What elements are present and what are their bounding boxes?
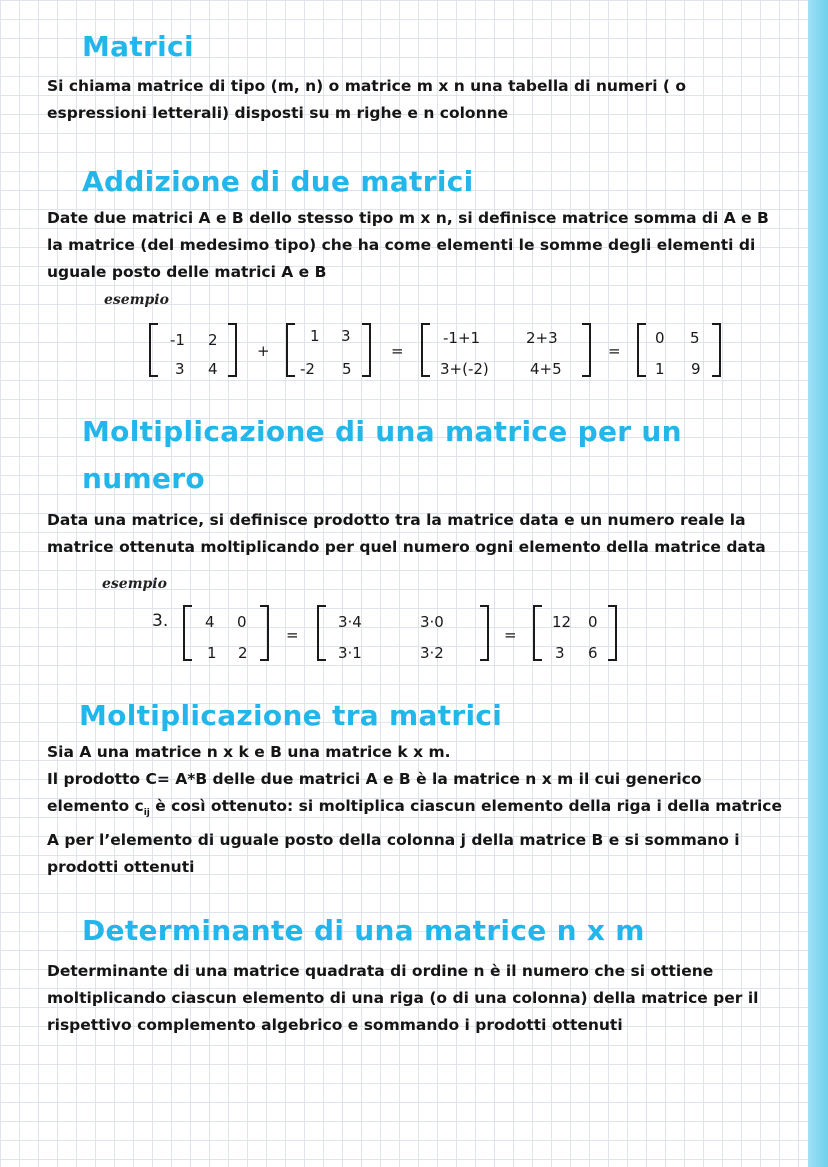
m4-a11: 0 (655, 329, 665, 347)
equals-sign: = (504, 626, 517, 644)
m4-a12: 5 (690, 329, 700, 347)
m2-a11: 3·4 (338, 613, 362, 631)
paragraph-moltiplicazione-matrici-line1: Sia A una matrice n x k e B una matrice k x m. (47, 743, 451, 761)
m2-a12: 3·0 (420, 613, 444, 631)
example-label-addizione: esempio (104, 292, 169, 308)
m3-a12: 2+3 (526, 329, 558, 347)
heading-matrici: Matrici (82, 30, 194, 63)
m1-a12: 2 (208, 331, 218, 349)
m2-a21: 3·1 (338, 644, 362, 662)
bracket (712, 324, 720, 376)
equals-sign: = (286, 626, 299, 644)
m3-a21: 3 (555, 644, 565, 662)
bracket (260, 606, 268, 660)
m2-a22: 5 (342, 360, 352, 378)
paragraph-determinante: Determinante di una matrice quadrata di ordine n è il numero che si ottiene moltiplicando ciascun elemento di una riga (o di una colonna) della matrice per il rispettivo complemento algebrico e sommando i prodotti ottenuti (47, 962, 759, 1034)
m1-a22: 4 (208, 360, 218, 378)
bracket (150, 324, 158, 376)
m1-a11: 4 (205, 613, 215, 631)
m2-a11: 1 (310, 327, 320, 345)
bracket (638, 324, 646, 376)
scalar-example-formula (150, 600, 640, 666)
paragraph-moltiplicazione-matrici (47, 766, 782, 881)
m1-a12: 0 (237, 613, 247, 631)
heading-determinante: Determinante di una matrice n x m (82, 914, 645, 947)
bracket (184, 606, 192, 660)
example-label-moltiplicazione: esempio (102, 576, 167, 592)
text-part: Il prodotto C= A*B delle due matrici A e B è la matrice n x m il cui generico elemento c (47, 770, 702, 815)
bracket (228, 324, 236, 376)
m2-a21: -2 (300, 360, 315, 378)
subscript-ij: ij (143, 808, 150, 819)
heading-moltiplicazione-numero-line1: Moltiplicazione di una matrice per un (82, 415, 682, 448)
m1-a21: 3 (175, 360, 185, 378)
bracket (287, 324, 295, 376)
plus-sign: + (257, 342, 270, 360)
bracket (582, 324, 590, 376)
bracket (422, 324, 430, 376)
text-part: è così ottenuto: si moltiplica ciascun elemento della riga i della matrice A per l’elemento di uguale posto della colonna j della matrice B e si sommano i prodotti ottenuti (47, 797, 782, 877)
m2-a12: 3 (341, 327, 351, 345)
heading-moltiplicazione-numero-line2: numero (82, 462, 205, 495)
m1-a22: 2 (238, 644, 248, 662)
equals-sign: = (391, 342, 404, 360)
m4-a22: 9 (691, 360, 701, 378)
bracket (362, 324, 370, 376)
bracket (608, 606, 616, 660)
m3-a22: 4+5 (530, 360, 562, 378)
paragraph-matrici: Si chiama matrice di tipo (m, n) o matrice m x n una tabella di numeri ( o espressioni letterali) disposti su m righe e n colonne (47, 77, 687, 122)
m1-a11: -1 (170, 331, 185, 349)
m3-a11: 12 (552, 613, 572, 631)
m3-a12: 0 (588, 613, 598, 631)
paragraph-moltiplicazione-numero: Data una matrice, si definisce prodotto tra la matrice data e un numero reale la matrice ottenuta moltiplicando per quel numero ogni elemento della matrice data (47, 511, 766, 556)
m1-a21: 1 (207, 644, 217, 662)
equals-sign: = (608, 342, 621, 360)
heading-addizione: Addizione di due matrici (82, 165, 474, 198)
bracket (318, 606, 326, 660)
paragraph-addizione: Date due matrici A e B dello stesso tipo m x n, si definisce matrice somma di A e B la matrice (del medesimo tipo) che ha come elementi le somme degli elementi di uguale posto delle matrici A e B (47, 209, 769, 281)
m3-a11: -1+1 (443, 329, 481, 347)
m3-a21: 3+(-2) (440, 360, 489, 378)
m2-a22: 3·2 (420, 644, 444, 662)
m4-a21: 1 (655, 360, 665, 378)
page-edge-bar (808, 0, 828, 1167)
m3-a22: 6 (588, 644, 598, 662)
bracket (480, 606, 488, 660)
bracket (534, 606, 542, 660)
heading-moltiplicazione-matrici: Moltiplicazione tra matrici (79, 699, 503, 732)
scalar: 3. (152, 611, 169, 631)
addition-example-formula (140, 318, 740, 384)
